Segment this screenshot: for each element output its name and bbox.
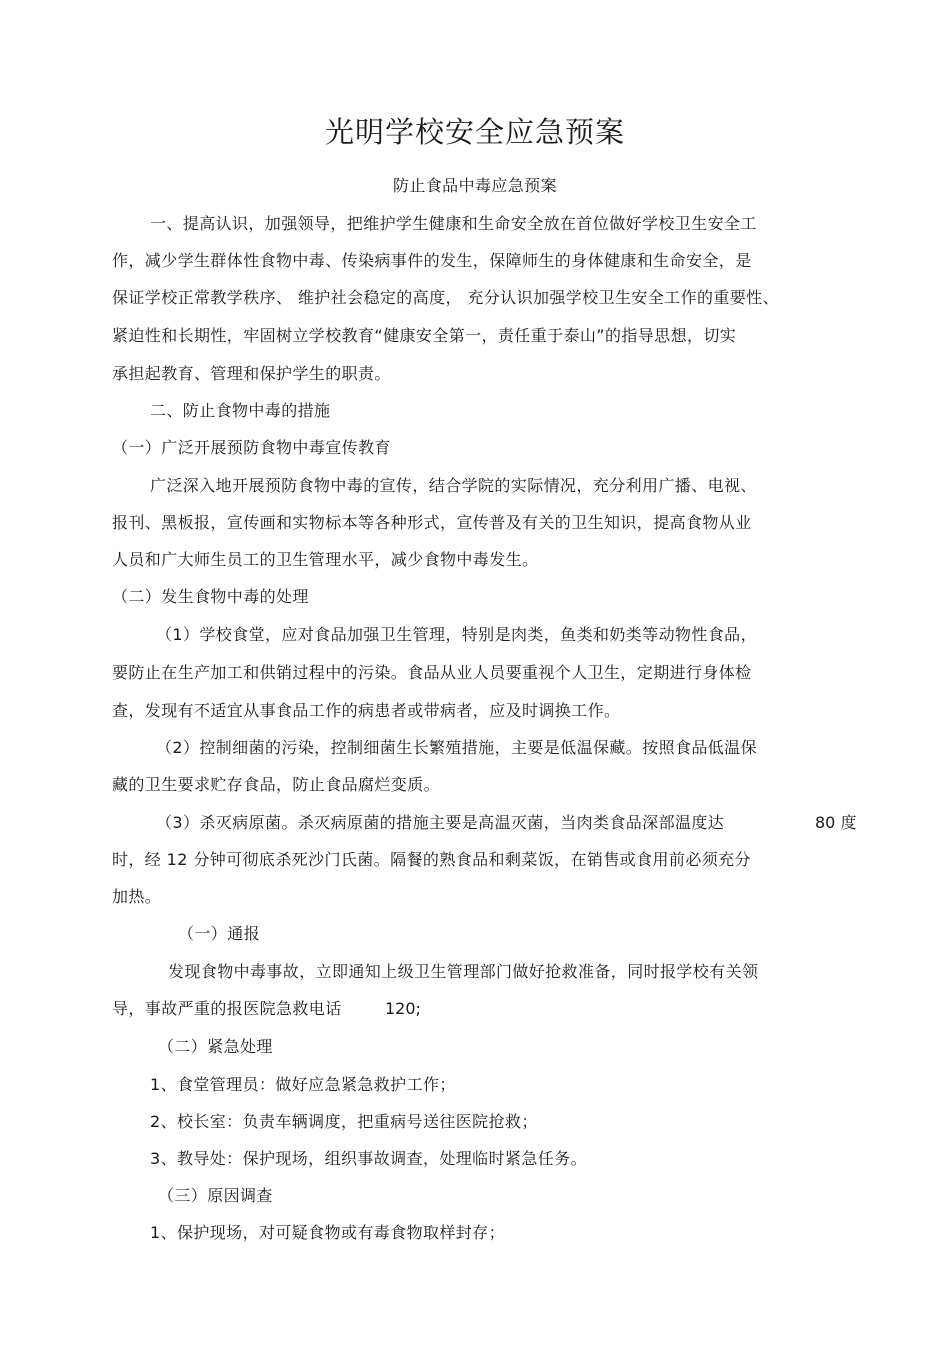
- paragraph-line: 作，减少学生群体性食物中毒、传染病事件的发生，保障师生的身体健康和生命安全，是: [112, 251, 752, 270]
- list-item: 2、校长室：负责车辆调度，把重病号送往医院抢救；: [150, 1112, 538, 1131]
- list-item: 1、食堂管理员：做好应急紧急救护工作；: [150, 1075, 456, 1094]
- paragraph-line: 时，经 12 分钟可彻底杀死沙门氏菌。隔餐的熟食品和剩菜饭，在销售或食用前必须充分: [112, 850, 751, 869]
- paragraph-line: （1）学校食堂，应对食品加强卫生管理，特别是肉类，鱼类和奶类等动物性食品，: [156, 625, 757, 644]
- paragraph-line: 一、提高认识，加强领导，把维护学生健康和生命安全放在首位做好学校卫生安全工: [150, 214, 757, 233]
- paragraph-line: 加热。: [112, 887, 162, 906]
- paragraph-line: 人员和广大师生员工的卫生管理水平，减少食物中毒发生。: [112, 550, 539, 569]
- paragraph-line: 紧迫性和长期性，牢固树立学校教育“健康安全第一，责任重于泰山”的指导思想，切实: [112, 326, 737, 345]
- paragraph-line: 查，发现有不适宜从事食品工作的病患者或带病者，应及时调换工作。: [112, 701, 621, 720]
- paragraph-line: 要防止在生产加工和供销过程中的污染。食品从业人员要重视个人卫生，定期进行身体检: [112, 663, 752, 682]
- paragraph-line: 导，事故严重的报医院急救电话: [112, 999, 342, 1018]
- document-subtitle: 防止食品中毒应急预案: [392, 176, 557, 195]
- paragraph-line: （2）控制细菌的污染，控制细菌生长繁殖措施，主要是低温保藏。按照食品低温保: [156, 738, 757, 757]
- subsection-heading: （一）广泛开展预防食物中毒宣传教育: [112, 438, 391, 457]
- subsection-heading: （一）通报: [178, 924, 261, 943]
- subsection-heading: （三）原因调查: [158, 1186, 273, 1205]
- temperature-value: 80 度: [815, 813, 857, 832]
- paragraph-line: 广泛深入地开展预防食物中毒的宣传，结合学院的实际情况，充分利用广播、电视、: [150, 476, 757, 495]
- paragraph-line: 藏的卫生要求贮存食品，防止食品腐烂变质。: [112, 775, 441, 794]
- section-heading: 二、防止食物中毒的措施: [150, 401, 331, 420]
- document-title: 光明学校安全应急预案: [324, 115, 625, 149]
- paragraph-line: 保证学校正常教学秩序、 维护社会稳定的高度， 充分认识加强学校卫生安全工作的重要性、: [112, 288, 779, 307]
- paragraph-line: 报刊、黑板报，宣传画和实物标本等各种形式，宣传普及有关的卫生知识，提高食物从业: [112, 513, 752, 532]
- subsection-heading: （二）发生食物中毒的处理: [112, 587, 309, 606]
- list-item: 3、教导处：保护现场，组织事故调查，处理临时紧急任务。: [150, 1149, 587, 1168]
- phone-number: 120;: [385, 999, 421, 1018]
- paragraph-line: （3）杀灭病原菌。杀灭病原菌的措施主要是高温灭菌，当肉类食品深部温度达: [156, 813, 725, 832]
- paragraph-line: 承担起教育、管理和保护学生的职责。: [112, 364, 391, 383]
- subsection-heading: （二）紧急处理: [158, 1037, 273, 1056]
- list-item: 1、保护现场，对可疑食物或有毒食物取样封存；: [150, 1223, 505, 1242]
- paragraph-line: 发现食物中毒事故，立即通知上级卫生管理部门做好抢救准备，同时报学校有关领: [168, 962, 759, 981]
